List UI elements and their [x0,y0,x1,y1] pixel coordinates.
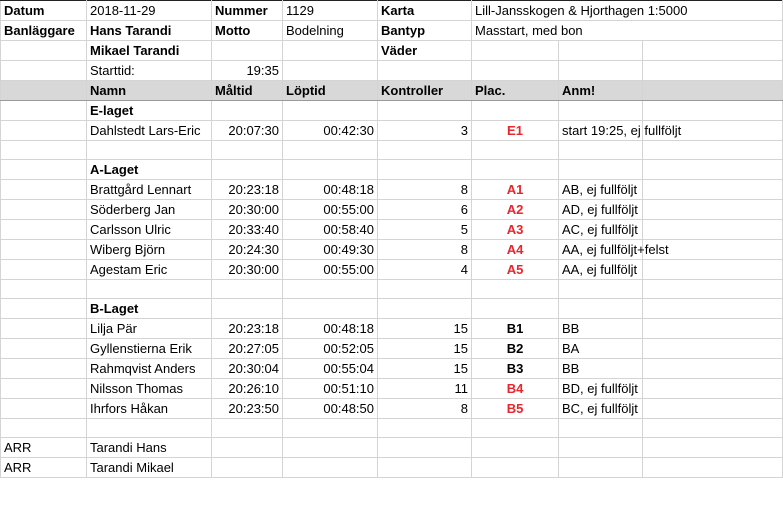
nummer-value[interactable]: 1129 [283,1,378,21]
plac-cell[interactable]: B1 [472,319,559,339]
group-header-row [1,299,783,319]
cell[interactable] [283,61,378,81]
cell[interactable] [643,41,783,61]
maltid-cell[interactable]: 20:30:00 [212,200,283,220]
cell[interactable] [283,299,378,319]
cell[interactable] [283,141,378,160]
loptid-cell[interactable]: 00:55:00 [283,200,378,220]
cell[interactable] [378,141,472,160]
starttid-value[interactable]: 19:35 [212,61,283,81]
cell[interactable] [472,438,559,458]
blank-row [1,280,783,299]
cell[interactable] [1,101,87,121]
cell[interactable] [212,299,283,319]
cell[interactable] [1,41,87,61]
kontroller-cell[interactable]: 15 [378,319,472,339]
cell[interactable] [283,101,378,121]
header-cell[interactable] [1,81,87,101]
loptid-cell[interactable]: 00:42:30 [283,121,378,141]
cell[interactable] [1,180,87,200]
cell[interactable] [643,359,783,379]
cell[interactable] [1,260,87,280]
cell[interactable] [1,339,87,359]
kontroller-cell[interactable]: 8 [378,180,472,200]
table-row [1,220,783,240]
kontroller-cell[interactable]: 15 [378,339,472,359]
cell[interactable] [378,438,472,458]
anm-cell[interactable]: AA, ej fullföljt [559,260,643,280]
header-namn[interactable]: Namn [87,81,212,101]
plac-cell[interactable]: B5 [472,399,559,419]
cell[interactable] [1,121,87,141]
cell[interactable] [283,458,378,478]
cell[interactable] [378,61,472,81]
kontroller-cell[interactable]: 11 [378,379,472,399]
cell[interactable] [472,61,559,81]
starttid-label[interactable]: Starttid: [87,61,212,81]
cell[interactable] [643,220,783,240]
maltid-cell[interactable]: 20:30:00 [212,260,283,280]
group-header-row [1,160,783,180]
table-row [1,240,783,260]
cell[interactable] [643,180,783,200]
banlaggare-label[interactable]: Banläggare [1,21,87,41]
cell[interactable] [378,101,472,121]
anm-cell[interactable]: BB [559,359,643,379]
anm-cell[interactable]: AC, ej fullföljt [559,220,643,240]
cell[interactable] [643,299,783,319]
cell[interactable] [559,141,643,160]
cell[interactable] [212,160,283,180]
cell[interactable] [283,419,378,438]
cell[interactable] [283,41,378,61]
group-title[interactable]: B-Laget [87,299,212,319]
cell[interactable] [1,419,87,438]
table-row [1,121,783,141]
kontroller-cell[interactable]: 6 [378,200,472,220]
runner-name[interactable]: Agestam Eric [87,260,212,280]
cell[interactable] [472,141,559,160]
anm-cell[interactable]: AA, ej fullföljt+felst [559,240,643,260]
loptid-cell[interactable]: 00:55:04 [283,359,378,379]
cell[interactable] [1,141,87,160]
blank-row [1,419,783,438]
cell[interactable] [1,160,87,180]
cell[interactable] [283,438,378,458]
header-plac[interactable]: Plac. [472,81,559,101]
vader-label[interactable]: Väder [378,41,472,61]
cell[interactable] [559,299,643,319]
anm-cell[interactable]: start 19:25, ej fullföljt [559,121,643,141]
maltid-cell[interactable]: 20:23:18 [212,180,283,200]
plac-cell[interactable]: A5 [472,260,559,280]
cell[interactable] [472,101,559,121]
cell[interactable] [643,379,783,399]
runner-name[interactable]: Wiberg Björn [87,240,212,260]
group-title[interactable]: A-Laget [87,160,212,180]
header-maltid[interactable]: Måltid [212,81,283,101]
cell[interactable] [559,458,643,478]
header-loptid[interactable]: Löptid [283,81,378,101]
loptid-cell[interactable]: 00:48:50 [283,399,378,419]
plac-cell[interactable]: A2 [472,200,559,220]
cell[interactable] [378,280,472,299]
cell[interactable] [1,399,87,419]
loptid-cell[interactable]: 00:55:00 [283,260,378,280]
cell[interactable] [472,458,559,478]
cell[interactable] [472,419,559,438]
anm-cell[interactable]: BB [559,319,643,339]
anm-cell[interactable]: BC, ej fullföljt [559,399,643,419]
cell[interactable] [378,299,472,319]
motto-value[interactable]: Bodelning [283,21,378,41]
datum-value[interactable]: 2018-11-29 [87,1,212,21]
cell[interactable] [643,280,783,299]
cell[interactable] [212,101,283,121]
anm-cell[interactable]: AD, ej fullföljt [559,200,643,220]
cell[interactable] [212,458,283,478]
cell[interactable] [472,160,559,180]
maltid-cell[interactable]: 20:23:50 [212,399,283,419]
header-cell[interactable] [643,81,783,101]
cell[interactable] [643,319,783,339]
cell[interactable] [643,141,783,160]
maltid-cell[interactable]: 20:26:10 [212,379,283,399]
cell[interactable] [643,399,783,419]
kontroller-cell[interactable]: 8 [378,399,472,419]
anm-cell[interactable]: BD, ej fullföljt [559,379,643,399]
cell[interactable] [1,220,87,240]
maltid-cell[interactable]: 20:23:18 [212,319,283,339]
runner-name[interactable]: Söderberg Jan [87,200,212,220]
arr-name[interactable]: Tarandi Hans [87,438,212,458]
table-row [1,319,783,339]
plac-cell[interactable]: B2 [472,339,559,359]
cell[interactable] [1,319,87,339]
cell[interactable] [559,41,643,61]
motto-label[interactable]: Motto [212,21,283,41]
runner-name[interactable]: Dahlstedt Lars-Eric [87,121,212,141]
cell[interactable] [283,280,378,299]
cell[interactable] [87,419,212,438]
maltid-cell[interactable]: 20:24:30 [212,240,283,260]
runner-name[interactable]: Ihrfors Håkan [87,399,212,419]
arr-label[interactable]: ARR [1,458,87,478]
banlaggare-1[interactable]: Hans Tarandi [87,21,212,41]
cell[interactable] [1,61,87,81]
arr-row [1,438,783,458]
loptid-cell[interactable]: 00:48:18 [283,180,378,200]
cell[interactable] [1,200,87,220]
cell[interactable] [643,339,783,359]
cell[interactable] [643,438,783,458]
arr-label[interactable]: ARR [1,438,87,458]
header-kontroller[interactable]: Kontroller [378,81,472,101]
karta-value[interactable]: Lill-Jansskogen & Hjorthagen 1:5000 [472,1,783,21]
maltid-cell[interactable]: 20:07:30 [212,121,283,141]
cell[interactable] [212,280,283,299]
cell[interactable] [1,240,87,260]
table-row [1,180,783,200]
kontroller-cell[interactable]: 15 [378,359,472,379]
maltid-cell[interactable]: 20:27:05 [212,339,283,359]
vader-value[interactable] [472,41,559,61]
cell[interactable] [472,280,559,299]
arr-row [1,458,783,478]
cell[interactable] [1,379,87,399]
anm-cell[interactable]: BA [559,339,643,359]
cell[interactable] [212,41,283,61]
group-header-row [1,101,783,121]
loptid-cell[interactable]: 00:58:40 [283,220,378,240]
bantyp-value[interactable]: Masstart, med bon [472,21,783,41]
cell[interactable] [559,160,643,180]
anm-cell[interactable]: AB, ej fullföljt [559,180,643,200]
banlaggare-2[interactable]: Mikael Tarandi [87,41,212,61]
cell[interactable] [212,438,283,458]
table-row [1,379,783,399]
bantyp-label[interactable]: Bantyp [378,21,472,41]
cell[interactable] [283,160,378,180]
plac-cell[interactable]: A3 [472,220,559,240]
nummer-label[interactable]: Nummer [212,1,283,21]
cell[interactable] [643,260,783,280]
datum-label[interactable]: Datum [1,1,87,21]
table-row [1,399,783,419]
header-anm[interactable]: Anm! [559,81,643,101]
plac-cell[interactable]: B3 [472,359,559,379]
loptid-cell[interactable]: 00:48:18 [283,319,378,339]
group-title[interactable]: E-laget [87,101,212,121]
cell[interactable] [212,419,283,438]
loptid-cell[interactable]: 00:49:30 [283,240,378,260]
maltid-cell[interactable]: 20:33:40 [212,220,283,240]
loptid-cell[interactable]: 00:51:10 [283,379,378,399]
cell[interactable] [643,160,783,180]
table-row [1,200,783,220]
cell[interactable] [643,101,783,121]
cell[interactable] [559,419,643,438]
kontroller-cell[interactable]: 8 [378,240,472,260]
cell[interactable] [1,359,87,379]
runner-name[interactable]: Brattgård Lennart [87,180,212,200]
kontroller-cell[interactable]: 4 [378,260,472,280]
plac-cell[interactable]: A1 [472,180,559,200]
kontroller-cell[interactable]: 3 [378,121,472,141]
cell[interactable] [643,61,783,81]
kontroller-cell[interactable]: 5 [378,220,472,240]
cell[interactable] [87,141,212,160]
cell[interactable] [212,141,283,160]
cell[interactable] [643,419,783,438]
cell[interactable] [559,101,643,121]
cell[interactable] [643,200,783,220]
cell[interactable] [378,458,472,478]
cell[interactable] [1,280,87,299]
runner-name[interactable]: Gyllenstierna Erik [87,339,212,359]
cell[interactable] [559,438,643,458]
table-row [1,359,783,379]
cell[interactable] [559,280,643,299]
table-row [1,260,783,280]
table-row [1,339,783,359]
cell[interactable] [559,61,643,81]
karta-label[interactable]: Karta [378,1,472,21]
cell[interactable] [378,419,472,438]
plac-cell[interactable]: B4 [472,379,559,399]
cell[interactable] [87,280,212,299]
cell[interactable] [643,458,783,478]
runner-name[interactable]: Rahmqvist Anders [87,359,212,379]
runner-name[interactable]: Carlsson Ulric [87,220,212,240]
plac-cell[interactable]: A4 [472,240,559,260]
cell[interactable] [1,299,87,319]
loptid-cell[interactable]: 00:52:05 [283,339,378,359]
arr-name[interactable]: Tarandi Mikael [87,458,212,478]
runner-name[interactable]: Lilja Pär [87,319,212,339]
cell[interactable] [472,299,559,319]
maltid-cell[interactable]: 20:30:04 [212,359,283,379]
cell[interactable] [378,160,472,180]
runner-name[interactable]: Nilsson Thomas [87,379,212,399]
blank-row [1,141,783,160]
plac-cell[interactable]: E1 [472,121,559,141]
